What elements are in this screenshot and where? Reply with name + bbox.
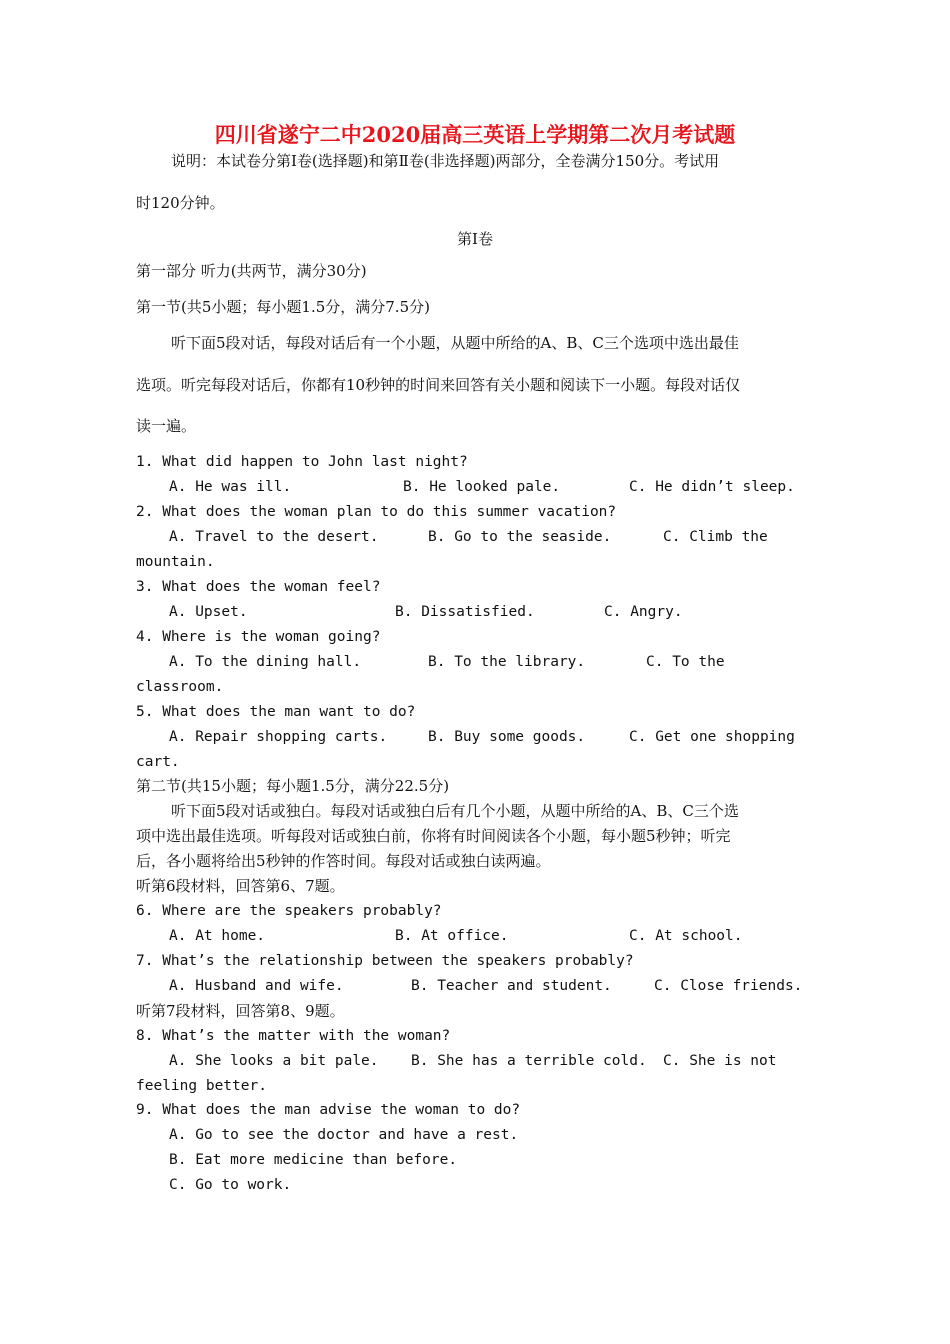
question-3-option-c: C. Angry. — [604, 604, 683, 620]
question-5-option-a: A. Repair shopping carts. — [169, 729, 388, 745]
material-7-note: 听第7段材料，回答第8、9题。 — [136, 1002, 345, 1020]
question-4-option-c: C. To the — [646, 654, 725, 670]
question-3-stem: 3. What does the woman feel? — [136, 579, 381, 595]
exam-title: 四川省遂宁二中2020届高三英语上学期第二次月考试题 — [214, 122, 736, 147]
question-1-option-c: C. He didn’t sleep. — [629, 479, 795, 495]
question-8-option-c-continued: feeling better. — [136, 1078, 267, 1094]
question-5-stem: 5. What does the man want to do? — [136, 704, 416, 720]
section2-heading: 第二节(共15小题；每小题1.5分，满分22.5分) — [136, 777, 450, 795]
section1-instruction-line-3: 读一遍。 — [136, 417, 197, 435]
question-5-option-b: B. Buy some goods. — [428, 729, 586, 745]
question-4-option-a: A. To the dining hall. — [169, 654, 362, 670]
question-4-stem: 4. Where is the woman going? — [136, 629, 381, 645]
section1-heading: 第一节(共5小题；每小题1.5分，满分7.5分) — [136, 298, 430, 316]
question-2-option-c: C. Climb the — [663, 529, 768, 545]
material-6-note: 听第6段材料，回答第6、7题。 — [136, 877, 345, 895]
question-8-option-a: A. She looks a bit pale. — [169, 1053, 379, 1069]
question-7-option-b: B. Teacher and student. — [411, 978, 612, 994]
question-4-option-b: B. To the library. — [428, 654, 586, 670]
question-9-option-a: A. Go to see the doctor and have a rest. — [169, 1127, 519, 1143]
question-1-option-a: A. He was ill. — [169, 479, 292, 495]
question-7-option-a: A. Husband and wife. — [169, 978, 344, 994]
question-7-stem: 7. What’s the relationship between the speakers probably? — [136, 953, 634, 969]
question-3-option-b: B. Dissatisfied. — [395, 604, 535, 620]
question-2-stem: 2. What does the woman plan to do this summer vacation? — [136, 504, 617, 520]
question-1-option-b: B. He looked pale. — [403, 479, 561, 495]
question-2-option-c-continued: mountain. — [136, 554, 215, 570]
section1-instruction-line-1: 听下面5段对话，每段对话后有一个小题，从题中所给的A、B、C三个选项中选出最佳 — [171, 334, 739, 352]
question-3-option-a: A. Upset. — [169, 604, 248, 620]
question-5-option-c-continued: cart. — [136, 754, 180, 770]
question-8-option-c: C. She is not — [663, 1053, 777, 1069]
question-8-stem: 8. What’s the matter with the woman? — [136, 1028, 451, 1044]
question-6-option-c: C. At school. — [629, 928, 743, 944]
intro-line-2: 时120分钟。 — [136, 194, 225, 212]
section2-instruction-line-1: 听下面5段对话或独白。每段对话或独白后有几个小题，从题中所给的A、B、C三个选 — [171, 802, 739, 820]
question-5-option-c: C. Get one shopping — [629, 729, 795, 745]
question-4-option-c-continued: classroom. — [136, 679, 224, 695]
volume-heading: 第Ⅰ卷 — [457, 230, 493, 248]
question-8-option-b: B. She has a terrible cold. — [411, 1053, 647, 1069]
question-9-option-b: B. Eat more medicine than before. — [169, 1152, 458, 1168]
question-2-option-b: B. Go to the seaside. — [428, 529, 612, 545]
question-6-option-b: B. At office. — [395, 928, 509, 944]
section2-instruction-line-3: 后，各小题将给出5秒钟的作答时间。每段对话或独白读两遍。 — [136, 852, 551, 870]
question-9-stem: 9. What does the man advise the woman to do? — [136, 1102, 521, 1118]
question-2-option-a: A. Travel to the desert. — [169, 529, 379, 545]
question-9-option-c: C. Go to work. — [169, 1177, 292, 1193]
question-6-option-a: A. At home. — [169, 928, 266, 944]
question-1-stem: 1. What did happen to John last night? — [136, 454, 468, 470]
intro-line-1: 说明：本试卷分第Ⅰ卷(选择题)和第Ⅱ卷(非选择题)两部分，全卷满分150分。考试用 — [171, 152, 720, 170]
question-6-stem: 6. Where are the speakers probably? — [136, 903, 442, 919]
part1-heading: 第一部分 听力(共两节，满分30分) — [136, 262, 367, 280]
section1-instruction-line-2: 选项。听完每段对话后，你都有10秒钟的时间来回答有关小题和阅读下一小题。每段对话仅 — [136, 376, 741, 394]
question-7-option-c: C. Close friends. — [654, 978, 803, 994]
section2-instruction-line-2: 项中选出最佳选项。听每段对话或独白前，你将有时间阅读各个小题，每小题5秒钟；听完 — [136, 827, 731, 845]
